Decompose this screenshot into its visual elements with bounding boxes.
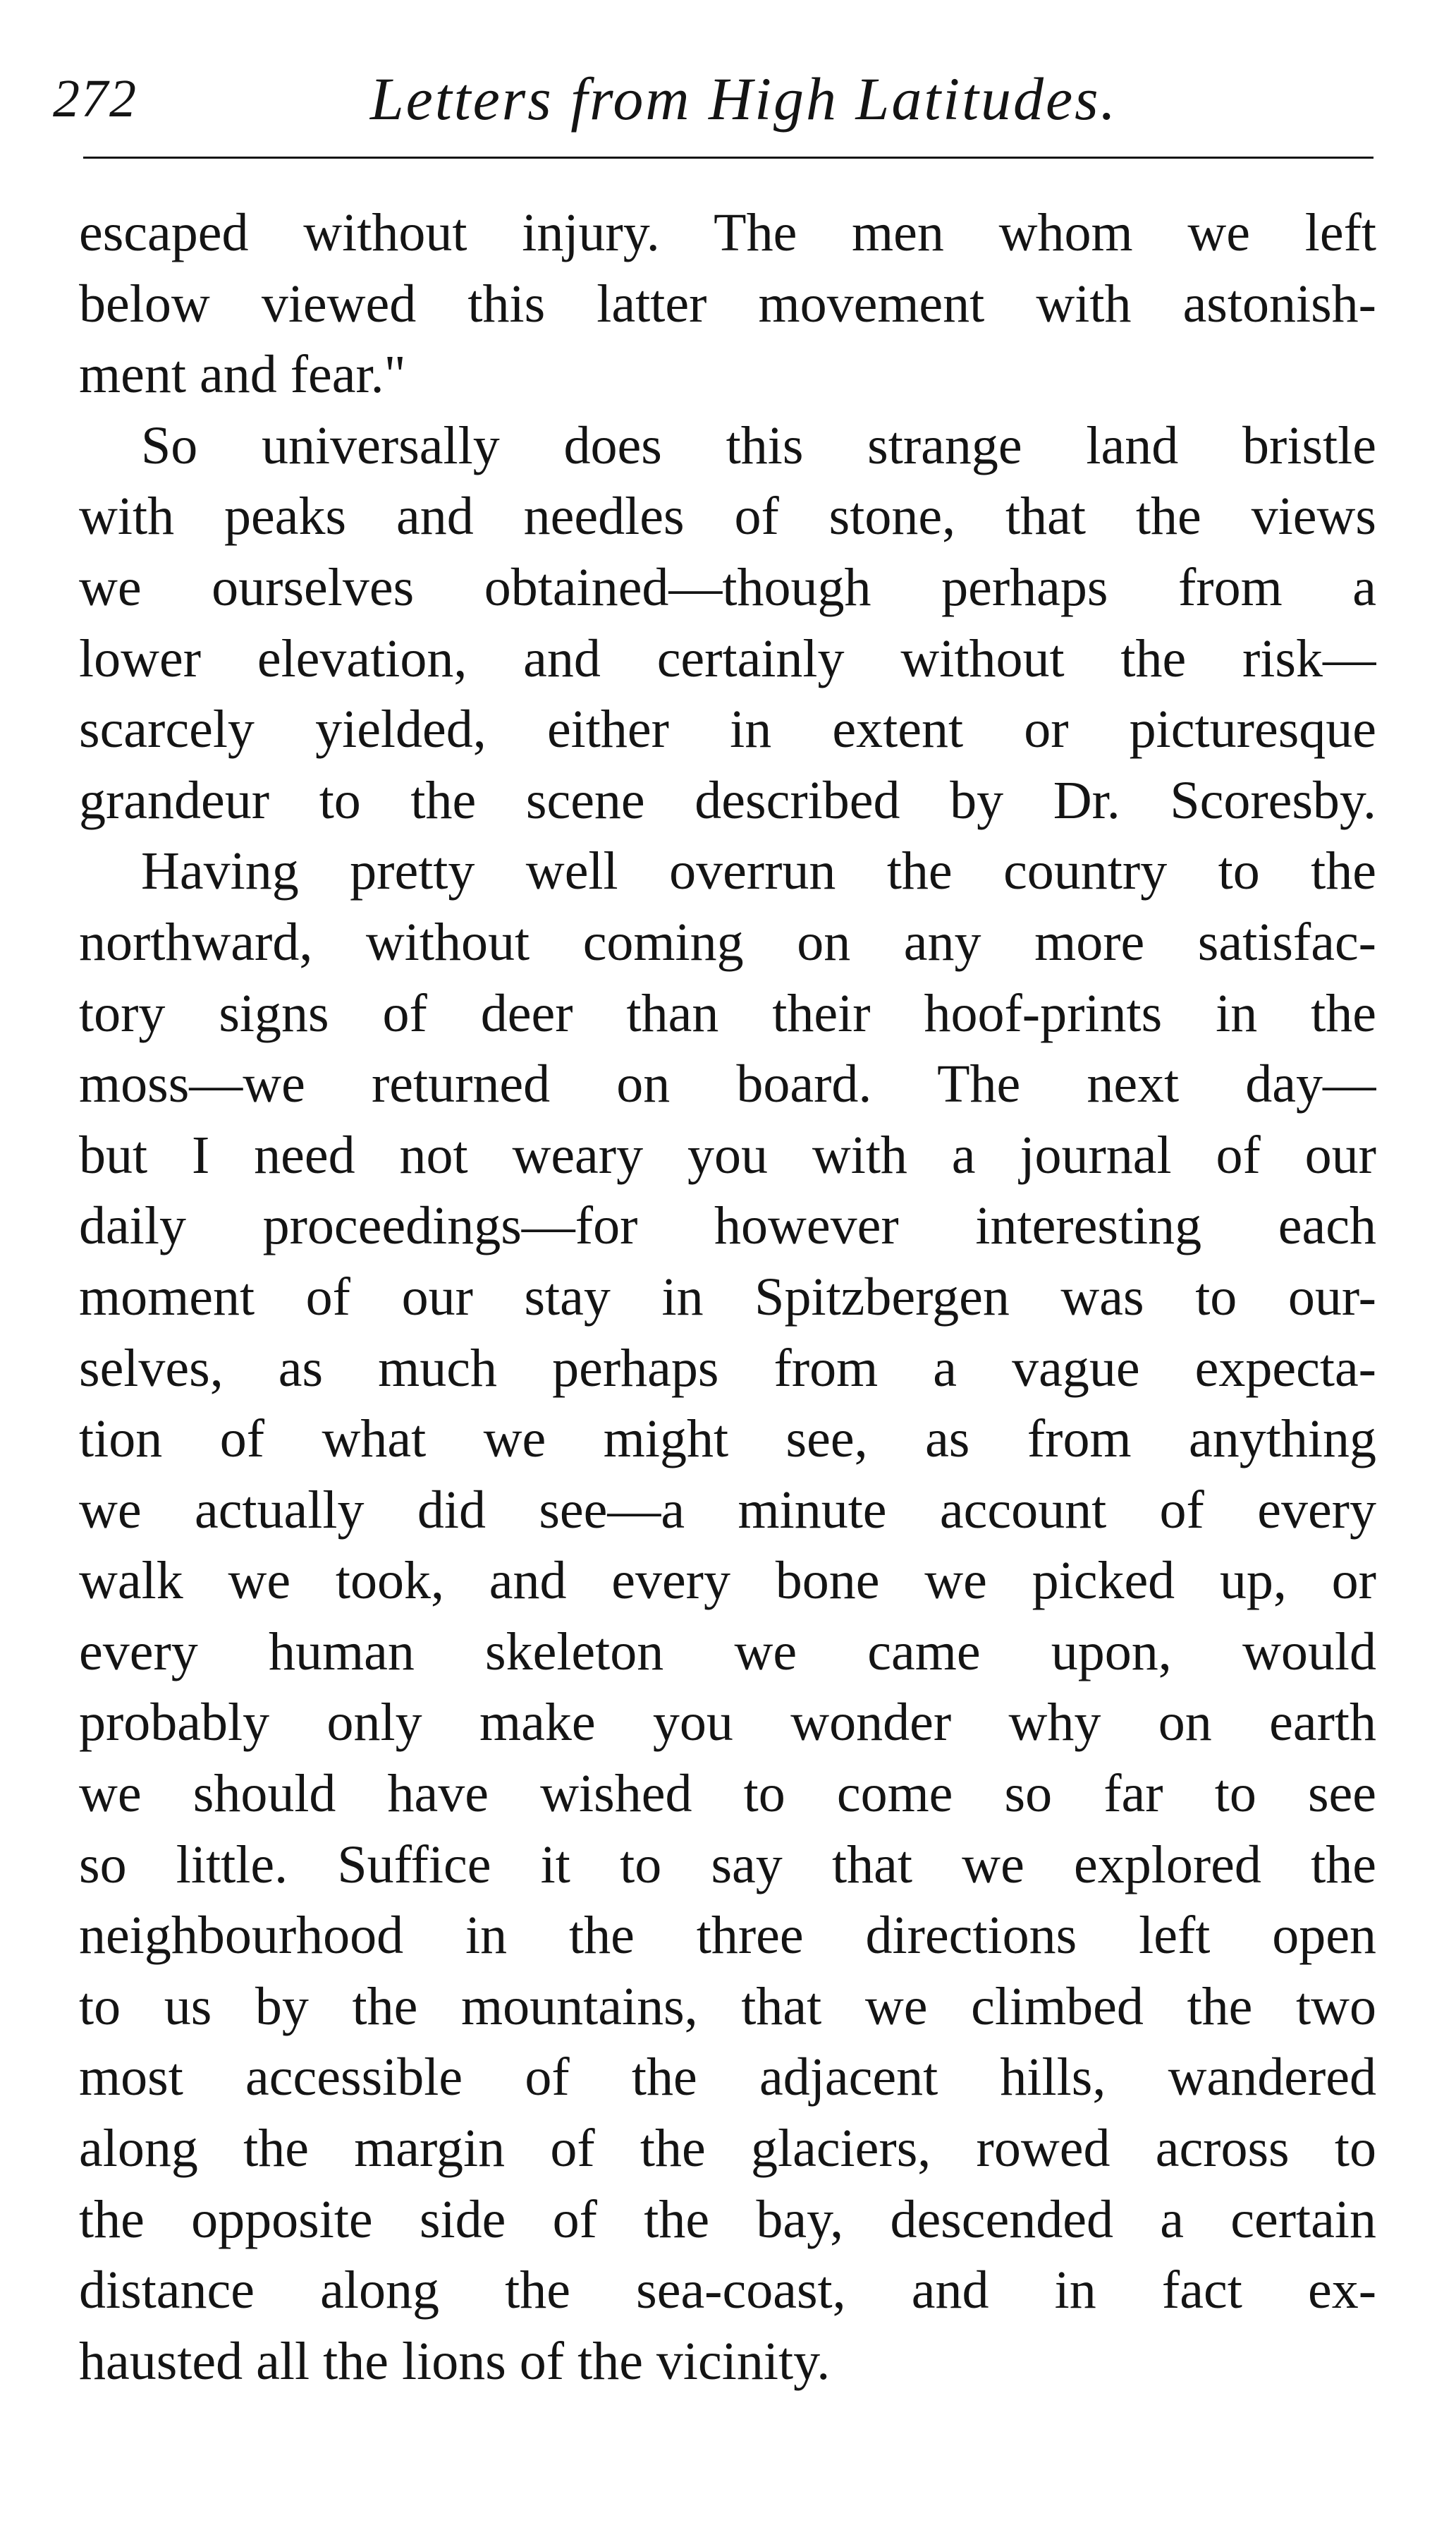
text-line: moss—we returned on board. The next day— bbox=[79, 1054, 1376, 1114]
text-line: ment and fear." bbox=[79, 345, 406, 405]
text-line: Having pretty well overrun the country to the bbox=[141, 841, 1376, 901]
text-line: escaped without injury. The men whom we left bbox=[79, 203, 1376, 262]
text-line: walk we took, and every bone we picked up, or bbox=[79, 1551, 1376, 1611]
text-line: along the margin of the glaciers, rowed across to bbox=[79, 2119, 1376, 2179]
text-line: probably only make you wonder why on earth bbox=[79, 1693, 1376, 1753]
text-line: So universally does this strange land bristle bbox=[141, 415, 1376, 475]
text-line: neighbourhood in the three directions left open bbox=[79, 1906, 1376, 1966]
text-line: we should have wished to come so far to see bbox=[79, 1764, 1376, 1824]
text-line: hausted all the lions of the vicinity. bbox=[79, 2331, 831, 2391]
text-line: we actually did see—a minute account of every bbox=[79, 1480, 1376, 1540]
text-line: we ourselves obtained—though perhaps from a bbox=[79, 557, 1376, 617]
text-line: grandeur to the scene described by Dr. Scoresby. bbox=[79, 770, 1376, 830]
header-rule bbox=[83, 157, 1374, 159]
text-line: tion of what we might see, as from anything bbox=[79, 1409, 1376, 1469]
text-line: distance along the sea-coast, and in fact ex- bbox=[79, 2261, 1376, 2320]
body-text bbox=[79, 197, 1376, 2397]
running-head bbox=[53, 60, 1378, 138]
page-number: 272 bbox=[53, 69, 137, 128]
text-line: moment of our stay in Spitzbergen was to our- bbox=[79, 1267, 1376, 1327]
text-line: selves, as much perhaps from a vague expecta- bbox=[79, 1338, 1376, 1398]
text-line: lower elevation, and certainly without the risk— bbox=[79, 628, 1376, 688]
text-line: so little. Suffice it to say that we explored the bbox=[79, 1835, 1376, 1894]
text-line: northward, without coming on any more satisfac- bbox=[79, 912, 1376, 972]
running-title: Letters from High Latitudes. bbox=[369, 65, 1118, 133]
text-line: tory signs of deer than their hoof-prints in the bbox=[79, 983, 1376, 1043]
text-line: most accessible of the adjacent hills, wandered bbox=[79, 2048, 1376, 2107]
text-line: daily proceedings—for however interesting each bbox=[79, 1196, 1376, 1256]
text-line: below viewed this latter movement with astonish- bbox=[79, 274, 1376, 334]
text-line: but I need not weary you with a journal of our bbox=[79, 1125, 1376, 1185]
text-line: the opposite side of the bay, descended a certain bbox=[79, 2189, 1376, 2249]
text-line: with peaks and needles of stone, that the views bbox=[79, 487, 1376, 547]
text-line: to us by the mountains, that we climbed the two bbox=[79, 1976, 1376, 2036]
text-line: scarcely yielded, either in extent or picturesque bbox=[79, 700, 1376, 760]
text-line: every human skeleton we came upon, would bbox=[79, 1622, 1376, 1681]
